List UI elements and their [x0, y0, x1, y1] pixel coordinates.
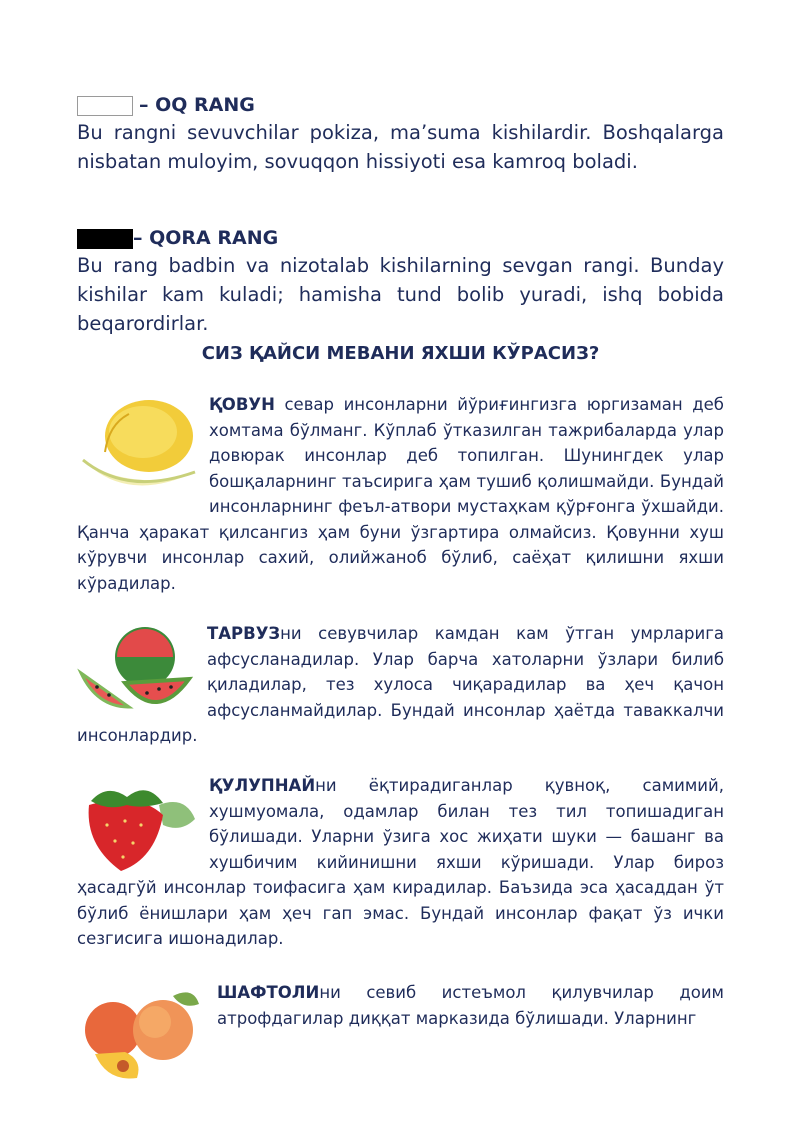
- fruit-section-title: СИЗ ҚАЙСИ МЕВАНИ ЯХШИ КЎРАСИЗ?: [201, 343, 600, 364]
- black-color-title: – QORA RANG: [133, 227, 279, 249]
- fruit-strawberry: [77, 773, 724, 952]
- black-color-section: [77, 225, 724, 338]
- white-color-title: – OQ RANG: [139, 94, 255, 116]
- peach-name: ШАФТОЛИ: [217, 983, 320, 1002]
- melon-image: [77, 394, 197, 502]
- watermelon-image: [77, 623, 195, 715]
- black-color-heading: [77, 225, 724, 251]
- peach-description: ни севиб истеъмол қилувчилар доим атрофдагилар диққат марказида бўлишади. Уларнинг: [217, 983, 724, 1028]
- fruit-peach: [77, 980, 724, 1082]
- strawberry-image: [77, 775, 197, 875]
- strawberry-name: ҚУЛУПНАЙ: [209, 776, 316, 795]
- black-color-description: Bu rang badbin va nizotalab kishilarning sevgan rangi. Bunday kishilar kam kuladi; hamisha tund bolib yuradi, ishq bobida beqarordirlar.: [77, 254, 724, 335]
- watermelon-description: ни севувчилар камдан кам ўтган умрларига афсусланадилар. Улар барча хатоларни ўзлари билиб қиладилар, тез хулоса чиқарадилар ва ҳеч қачон афсусланмайдилар. Бундай инсонлар ҳаётда таваккалчи инсонлардир.: [77, 624, 724, 745]
- strawberry-description: ни ёқтирадиганлар қувноқ, самимий, хушмуомала, одамлар билан тез тил топишадиган бўлишади. Уларни ўзига хос жиҳати шуки — башанг ва хушбичим кийинишни яхши кўришади. Улар бироз ҳасадгўй инсонлар тоифасига ҳам кирадилар. Баъзида эса ҳасаддан ўт бўлиб ёнишлари ҳам ҳеч гап эмас. Бундай инсонлар фақат ўз ички сезгисига ишонадилар.: [77, 776, 724, 948]
- fruit-melon: [77, 392, 724, 596]
- peach-text: [217, 980, 724, 1031]
- melon-name: ҚОВУН: [209, 395, 275, 414]
- white-color-section: [77, 92, 724, 176]
- black-color-swatch: [77, 229, 133, 249]
- melon-description: севар инсонларни йўриғингизга юргизаман деб хомтама бўлманг. Кўплаб ўтказилган тажрибаларда улар довюрак инсонлар деб топилган. Шунингдек улар бошқаларнинг таъсирига ҳам тушиб қолишмайди. Бундай инсонларнинг феъл-атвори мустаҳкам қўрғонга ўхшайди. Қанча ҳаракат қилсангиз ҳам буни ўзгартира олмайсиз. Қовунни хуш кўрувчи инсонлар сахий, олийжаноб бўлиб, саёҳат қилишни яхши кўрадилар.: [77, 395, 724, 593]
- peach-image: [77, 982, 205, 1082]
- white-color-swatch: [77, 96, 133, 116]
- white-color-heading: [77, 92, 724, 118]
- watermelon-name: ТАРВУЗ: [207, 624, 281, 643]
- white-color-description: Bu rangni sevuvchilar pokiza, ma’suma kishilardir. Boshqalarga nisbatan muloyim, sovuqqon hissiyoti esa kamroq boladi.: [77, 121, 724, 173]
- fruit-watermelon: [77, 621, 724, 749]
